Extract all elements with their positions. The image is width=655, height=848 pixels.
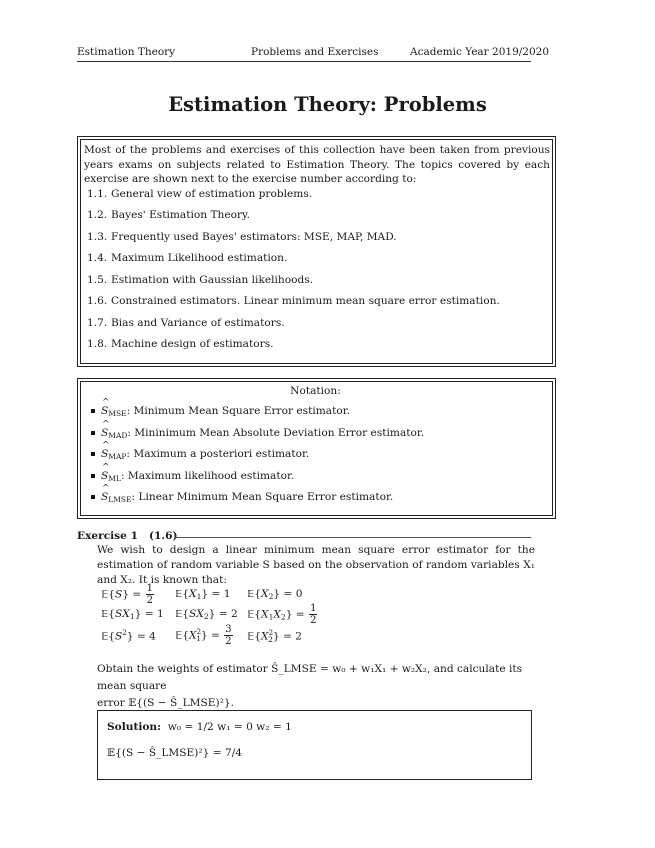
topic-item: 1.7. Bias and Variance of estimators. [87,317,285,329]
given-eq: $𝔼\{X_1X_2\}$ = $\frac{1}{2}$ [247,603,317,626]
given-eq: $𝔼\{S^2\} = 4$ [101,629,156,643]
intro-paragraph: Most of the problems and exercises of this collection have been taken from previous years exams on subjects related to Estimation Theory. The topics covered by each exercise are shown next to the exercise number according to: [84,144,550,185]
topic-item: 1.8. Machine design of estimators. [87,338,274,350]
notation-heading: Notation: [290,385,341,397]
solution-box [97,710,532,780]
given-eq: $𝔼\{X_2\} = 0$ [247,588,303,601]
notation-item: ^ $S_{MAP}$: Maximum a posteriori estimator. [101,448,309,461]
exercise-heading: Exercise 1 (1.6) [77,530,178,542]
header-rule [77,61,531,62]
exercise-task [97,661,537,712]
topic-item: 1.6. Constrained estimators. Linear minimum mean square error estimation. [87,295,500,307]
notation-item: ^ $S_{MSE}$: Minimum Mean Square Error estimator. [101,405,350,418]
exercise-rule [175,537,531,538]
topic-item: 1.5. Estimation with Gaussian likelihoods. [87,274,314,286]
topic-item: 1.2. Bayes' Estimation Theory. [87,209,251,221]
given-eq: $𝔼\{SX_2\} = 2$ [175,608,238,621]
running-header-center: Problems and Exercises [251,46,379,58]
given-eq: $𝔼\{SX_1\} = 1$ [101,608,164,621]
running-header-right: Academic Year 2019/2020 [410,46,550,58]
running-header-left: Estimation Theory [77,46,176,58]
task-line: error 𝔼{(S − Ŝ_LMSE)²}. [97,697,234,709]
notation-item: ^ $S_{ML}$: Maximum likelihood estimator. [101,470,294,483]
solution-line: Solution: w₀ = 1/2 w₁ = 0 w₂ = 1 [107,721,292,733]
given-eq: $𝔼\{X^2_2\} = 2$ [247,629,302,644]
given-eq: $𝔼\{X_1\} = 1$ [175,588,231,601]
solution-line: 𝔼{(S − Ŝ_LMSE)²} = 7/4 [107,747,243,759]
exercise-statement: We wish to design a linear minimum mean square error estimator for the estimation of random variable S based on the observation of random variables X₁ and X₂. It is known that: [97,544,535,586]
notation-item: ^ $S_{MAD}$: Mininimum Mean Absolute Deviation Error estimator. [101,427,424,440]
topic-item: 1.3. Frequently used Bayes' estimators: MSE, MAP, MAD. [87,231,397,243]
given-eq: 𝔼{S} = $\frac{1}{2}$ [101,583,154,606]
notation-item: ^ $S_{LMSE}$: Linear Minimum Mean Square Error estimator. [101,491,393,504]
topic-item: 1.4. Maximum Likelihood estimation. [87,252,288,264]
topic-item: 1.1. General view of estimation problems. [87,188,313,200]
task-line: Obtain the weights of estimator Ŝ_LMSE = w₀ + w₁X₁ + w₂X₂, and calculate its mean square [97,663,523,692]
given-eq: $𝔼\{X^2_1\}$ = $\frac{3}{2}$ [175,624,232,647]
page-title: Estimation Theory: Problems [168,93,487,116]
